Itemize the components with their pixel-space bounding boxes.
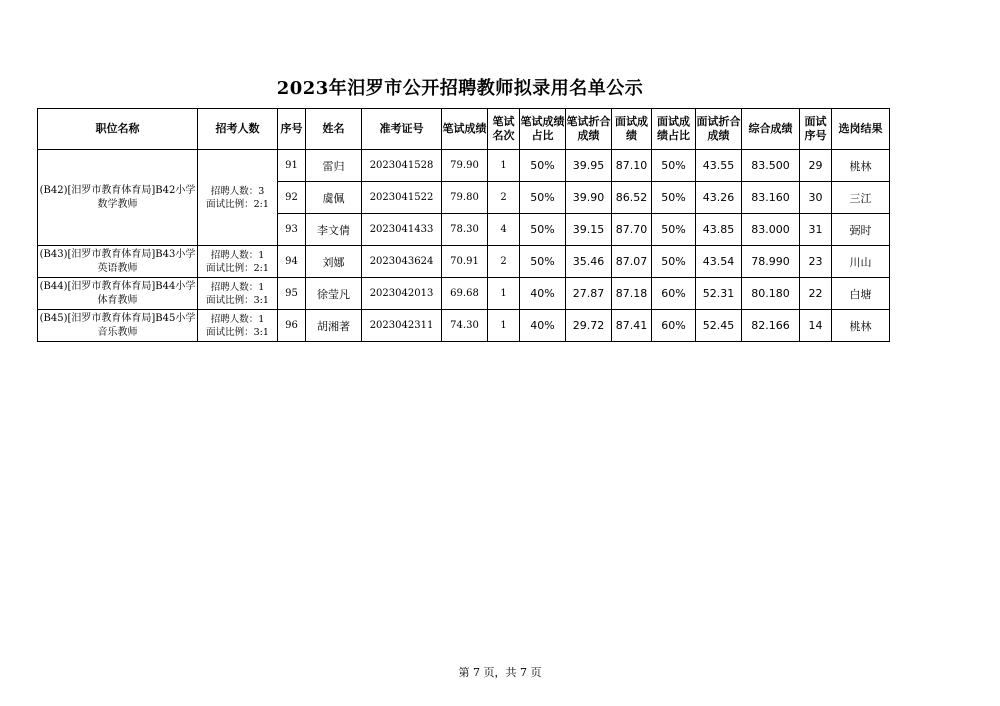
table-cell: 35.46	[566, 246, 612, 278]
column-header: 笔试成绩占比	[520, 109, 566, 150]
table-cell: 27.87	[566, 278, 612, 310]
table-cell: 2023041522	[362, 182, 442, 214]
table-cell: 83.000	[742, 214, 800, 246]
table-cell: 87.10	[612, 150, 652, 182]
table-cell: 50%	[520, 182, 566, 214]
interview-ratio: 面试比例：2:1	[206, 198, 269, 210]
table-cell: 29	[800, 150, 832, 182]
table-cell: 2023042013	[362, 278, 442, 310]
table-cell: 50%	[652, 246, 696, 278]
table-row	[38, 150, 890, 182]
recruit-info-cell	[198, 310, 278, 342]
column-header: 面试折合成绩	[696, 109, 742, 150]
recruit-count: 招聘人数：1	[210, 313, 265, 325]
recruit-count: 招聘人数：1	[210, 249, 265, 261]
table-cell: 50%	[520, 246, 566, 278]
admission-table	[37, 108, 890, 342]
table-cell: 52.31	[696, 278, 742, 310]
table-cell: 14	[800, 310, 832, 342]
table-cell: 2023041528	[362, 150, 442, 182]
column-header: 笔试折合成绩	[566, 109, 612, 150]
column-header: 招考人数	[198, 109, 278, 150]
table-cell: 川山	[832, 246, 890, 278]
recruit-count: 招聘人数：1	[210, 281, 265, 293]
table-cell: 30	[800, 182, 832, 214]
table-cell: 83.500	[742, 150, 800, 182]
table-cell: 74.30	[442, 310, 488, 342]
table-cell: 40%	[520, 278, 566, 310]
table-cell: 39.15	[566, 214, 612, 246]
interview-ratio: 面试比例：2:1	[206, 262, 269, 274]
table-cell: 60%	[652, 278, 696, 310]
position-name-cell: (B43)[汨罗市教育体育局]B43小学英语教师	[38, 246, 198, 278]
table-cell: 50%	[652, 182, 696, 214]
table-cell: 雷归	[306, 150, 362, 182]
table-cell: 83.160	[742, 182, 800, 214]
table-cell: 43.26	[696, 182, 742, 214]
table-cell: 白塘	[832, 278, 890, 310]
position-name-cell: (B45)[汨罗市教育体育局]B45小学音乐教师	[38, 310, 198, 342]
table-cell: 52.45	[696, 310, 742, 342]
table-cell: 80.180	[742, 278, 800, 310]
column-header: 面试成绩占比	[652, 109, 696, 150]
table-cell: 2023043624	[362, 246, 442, 278]
recruit-count: 招聘人数：3	[210, 185, 265, 197]
table-cell: 86.52	[612, 182, 652, 214]
table-cell: 31	[800, 214, 832, 246]
table-body	[38, 150, 890, 342]
page-title: 2023年汨罗市公开招聘教师拟录用名单公示	[276, 78, 644, 99]
table-cell: 93	[278, 214, 306, 246]
recruit-info-cell	[198, 278, 278, 310]
table-cell: 1	[488, 310, 520, 342]
table-cell: 87.41	[612, 310, 652, 342]
table-row	[38, 246, 890, 278]
table-cell: 虞佩	[306, 182, 362, 214]
table-cell: 87.18	[612, 278, 652, 310]
table-cell: 69.68	[442, 278, 488, 310]
table-cell: 弼时	[832, 214, 890, 246]
table-cell: 50%	[520, 214, 566, 246]
table-row	[38, 278, 890, 310]
table-cell: 23	[800, 246, 832, 278]
table-cell: 桃林	[832, 310, 890, 342]
table-cell: 79.80	[442, 182, 488, 214]
page-footer: 第 7 页，共 7 页	[458, 666, 542, 679]
table-cell: 50%	[652, 150, 696, 182]
table-cell: 43.55	[696, 150, 742, 182]
table-cell: 95	[278, 278, 306, 310]
column-header: 面试序号	[800, 109, 832, 150]
table-cell: 96	[278, 310, 306, 342]
column-header: 面试成绩	[612, 109, 652, 150]
table-cell: 70.91	[442, 246, 488, 278]
column-header: 准考证号	[362, 109, 442, 150]
table-cell: 87.70	[612, 214, 652, 246]
table-cell: 78.990	[742, 246, 800, 278]
table-cell: 79.90	[442, 150, 488, 182]
table-cell: 2023042311	[362, 310, 442, 342]
table-cell: 82.166	[742, 310, 800, 342]
table-cell: 91	[278, 150, 306, 182]
table-cell: 22	[800, 278, 832, 310]
table-cell: 39.95	[566, 150, 612, 182]
table-cell: 刘娜	[306, 246, 362, 278]
table-cell: 三江	[832, 182, 890, 214]
table-cell: 43.54	[696, 246, 742, 278]
table-cell: 39.90	[566, 182, 612, 214]
table-cell: 29.72	[566, 310, 612, 342]
table-cell: 92	[278, 182, 306, 214]
position-name-cell: (B42)[汨罗市教育体育局]B42小学数学教师	[38, 150, 198, 246]
table-cell: 78.30	[442, 214, 488, 246]
table-cell: 李文倩	[306, 214, 362, 246]
column-header: 选岗结果	[832, 109, 890, 150]
recruit-info-cell	[198, 150, 278, 246]
column-header: 姓名	[306, 109, 362, 150]
table-cell: 胡湘著	[306, 310, 362, 342]
position-name-cell: (B44)[汨罗市教育体育局]B44小学体育教师	[38, 278, 198, 310]
table-cell: 60%	[652, 310, 696, 342]
column-header: 序号	[278, 109, 306, 150]
table-cell: 94	[278, 246, 306, 278]
table-cell: 桃林	[832, 150, 890, 182]
table-cell: 40%	[520, 310, 566, 342]
table-cell: 1	[488, 150, 520, 182]
table-cell: 2	[488, 246, 520, 278]
table-cell: 2	[488, 182, 520, 214]
table-cell: 2023041433	[362, 214, 442, 246]
table-cell: 4	[488, 214, 520, 246]
column-header: 综合成绩	[742, 109, 800, 150]
table-cell: 1	[488, 278, 520, 310]
column-header: 笔试成绩	[442, 109, 488, 150]
interview-ratio: 面试比例：3:1	[206, 326, 269, 338]
interview-ratio: 面试比例：3:1	[206, 294, 269, 306]
header-row	[38, 109, 890, 150]
table-cell: 87.07	[612, 246, 652, 278]
table-row	[38, 310, 890, 342]
column-header: 笔试名次	[488, 109, 520, 150]
column-header: 职位名称	[38, 109, 198, 150]
recruit-info-cell	[198, 246, 278, 278]
table-cell: 50%	[520, 150, 566, 182]
table-cell: 50%	[652, 214, 696, 246]
table-cell: 徐莹凡	[306, 278, 362, 310]
table-cell: 43.85	[696, 214, 742, 246]
